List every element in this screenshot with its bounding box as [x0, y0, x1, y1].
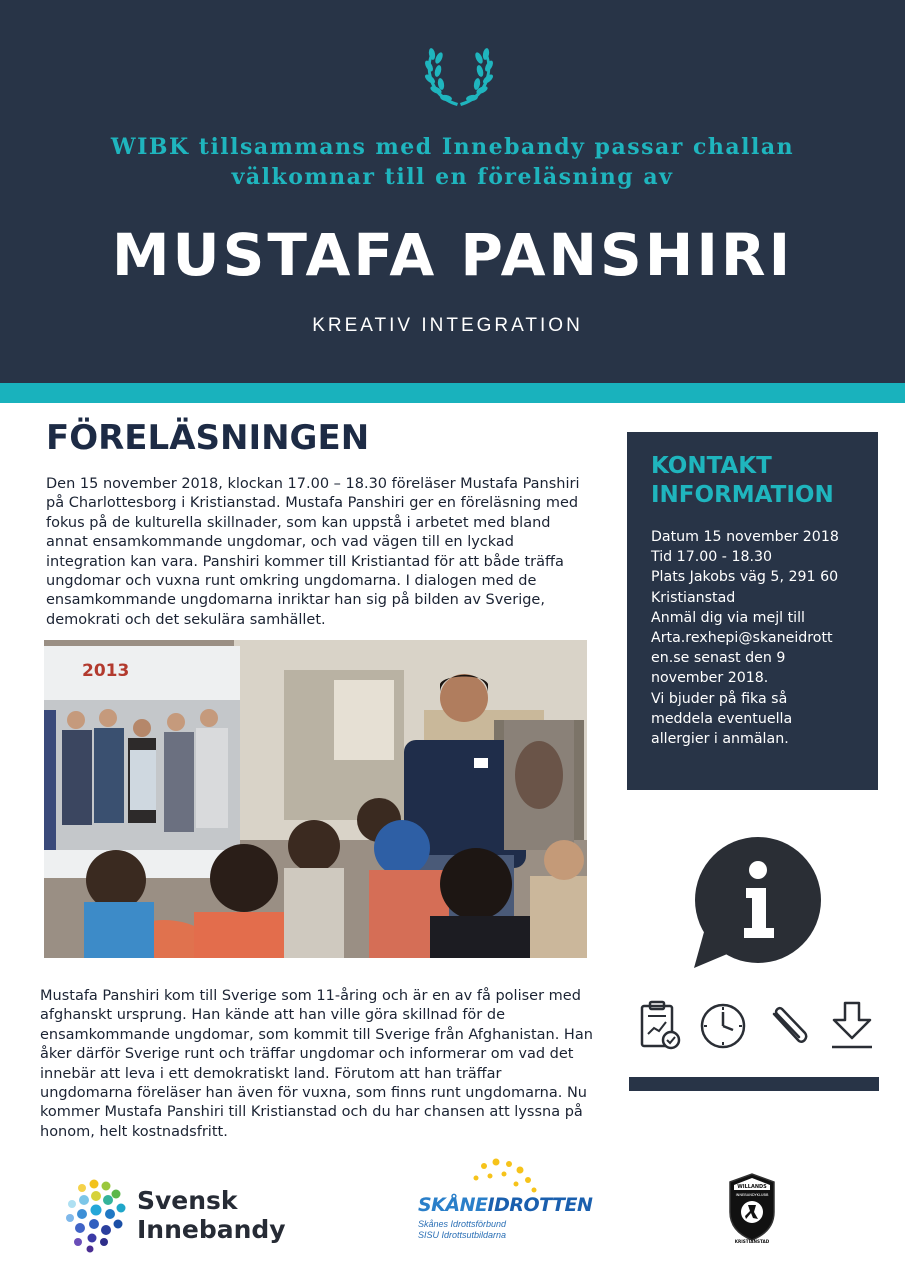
skaneidrotten-logo: [418, 1194, 592, 1216]
speaker-background: Mustafa Panshiri kom till Sverige som 11-åring och är en av få poliser med afghanskt ursprung. Han kände att han ville göra skillnad för de ensamkommande ungdomar, som kommit till Sverige från Afghanistan. Han åker därför Sverige runt och träffar ungdomar och informerar om vad det innebär att leva i ett demokratiskt land. Förutom att han träffar ungdomarna föreläser han även för vuxna, som finns runt ungdomarna. Nu kommer Mustafa Panshiri till Kristianstad och du har chansen att lyssna på honom, helt kostnadsfritt.: [40, 988, 593, 1140]
contact-email[interactable]: Arta.rexhepi@skaneidrott: [651, 630, 833, 647]
clock-icon: [698, 1000, 748, 1052]
contact-title-line-1: KONTAKT: [651, 453, 772, 479]
skaneidrotten-stars-icon: [468, 1158, 548, 1196]
svensk-innebandy-logo-mark: [66, 1178, 128, 1254]
contact-fika: Vi bjuder på fika så: [651, 690, 788, 707]
slide-year: 2013: [82, 661, 130, 681]
skaneidrotten-part-1: SKÅNE: [418, 1194, 488, 1216]
willands-top-text: WILLANDS: [737, 1184, 767, 1190]
section-title: FÖRELÄSNINGEN: [46, 418, 370, 458]
contact-details: [651, 527, 861, 749]
skaneidrotten-part-2: IDROTTEN: [487, 1194, 593, 1216]
willands-bottom-text: KRISTIANSTAD: [734, 1239, 770, 1244]
paperclip-icon: [764, 1000, 812, 1052]
contact-place: Plats Jakobs väg 5, 291 60: [651, 569, 839, 586]
contact-allergies-end: allergier i anmälan.: [651, 731, 789, 748]
contact-signup: Anmäl dig via mejl till: [651, 609, 805, 626]
subtitle: KREATIV INTEGRATION: [312, 315, 583, 336]
info-bubble-icon: [690, 836, 822, 970]
contact-title-line-2: INFORMATION: [651, 482, 834, 508]
willands-ibk-logo: [726, 1172, 778, 1244]
contact-box: [627, 432, 878, 790]
download-icon: [828, 1000, 876, 1052]
lecture-description: Den 15 november 2018, klockan 17.00 – 18.30 föreläser Mustafa Panshiri på Charlottesborg i Kristianstad. Mustafa Panshiri ger en föreläsning med fokus på de kulturella skillnader, som kan uppstå i arbetet med bland annat ensamkommande ungdomar, och vad vägen till en lyckad integration kan vara. Panshiri kommer till Kristiantad för att både träffa ungdomar och vuxna runt omkring ungdomarna. I dialogen med de ensamkommande ungdomarna inriktar han sig på bilden av Sverige, demokrati och det sekulära samhället.: [46, 476, 580, 628]
lecture-photo: [44, 640, 587, 958]
skaneidrotten-subtitle: [418, 1219, 506, 1241]
intro-text: [40, 132, 865, 192]
skaneidrotten-sub-2: SISU Idrottsutbildarna: [418, 1230, 507, 1240]
intro-line-2: välkomnar till en föreläsning av: [231, 164, 674, 190]
speaker-name: MUSTAFA PANSHIRI: [111, 221, 794, 289]
contact-deadline: november 2018.: [651, 670, 769, 687]
contact-time: Tid 17.00 - 18.30: [651, 549, 773, 566]
header-banner: [0, 0, 905, 383]
svensk-innebandy-line-1: Svensk: [137, 1186, 238, 1215]
contact-title: [651, 452, 876, 510]
contact-city: Kristianstad: [651, 589, 736, 606]
bottom-accent-bar: [629, 1077, 879, 1091]
contact-allergies: meddela eventuella: [651, 710, 793, 727]
willands-mid-text: INNEBANDYKLUBB: [735, 1193, 769, 1197]
clipboard-chart-icon: [638, 1000, 682, 1052]
intro-line-1: WIBK tillsammans med Innebandy passar challan: [110, 134, 795, 160]
svensk-innebandy-line-2: Innebandy: [137, 1215, 286, 1244]
accent-bar: [0, 383, 905, 403]
svensk-innebandy-logo: [137, 1186, 286, 1244]
laurel-wreath-icon: [424, 44, 494, 110]
skaneidrotten-sub-1: Skånes Idrottsförbund: [418, 1219, 507, 1229]
contact-date: Datum 15 november 2018: [651, 529, 839, 545]
contact-email-end[interactable]: en.se senast den 9: [651, 650, 786, 667]
